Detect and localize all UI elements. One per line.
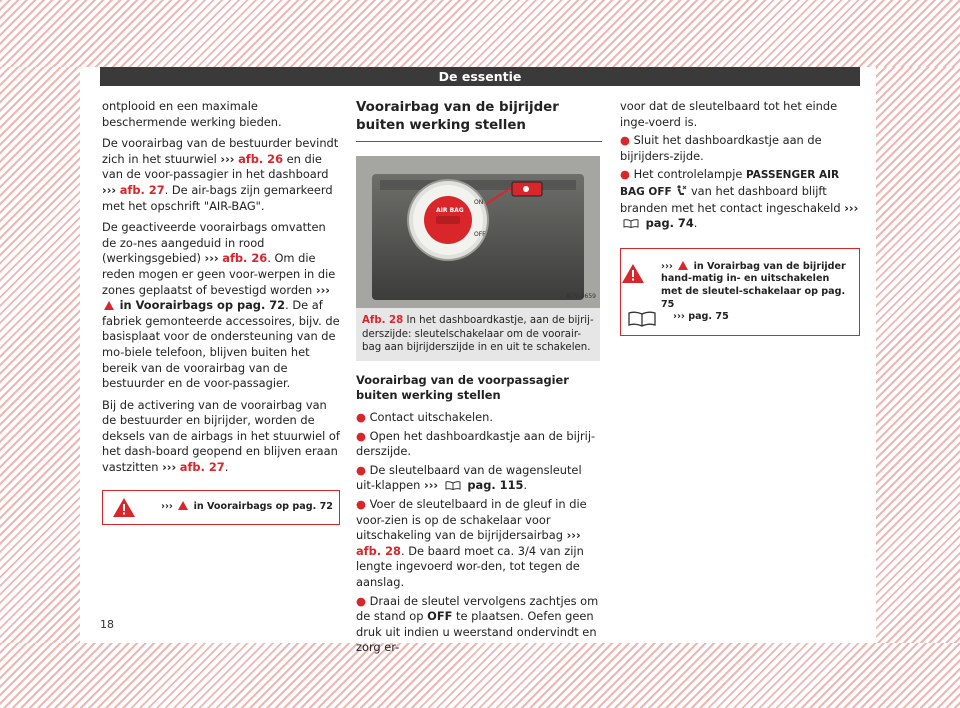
bullet-item: ● Contact uitschakelen. [356, 409, 493, 424]
bullet-item: ● Draai de sleutel vervolgens zachtjes om de stand op OFF te plaatsen. Oefen geen druk uit indien u weerstand ondervindt en zorg er- [356, 593, 599, 655]
arrow-ref: ››› [102, 182, 117, 197]
off-label: OFF [474, 231, 486, 238]
bullet-item: ● Open het dashboardkastje aan de bijrij-derszijde. [356, 428, 596, 459]
xref-link[interactable]: pag. 115 [467, 478, 524, 493]
xref-link[interactable]: in Voorairbags op pag. 72 [119, 298, 286, 313]
section-title: Voorairbag van de bijrijder buiten werking stellen [356, 99, 602, 142]
bullet-item: ● Het controlelampje PASSENGER AIR BAG OFF van het dashboard blijft branden met het contact ingeschakeld ››› pag. 74. [620, 167, 859, 231]
caption-ref: Afb. 28 [362, 315, 404, 326]
xref-link[interactable]: afb. 26 [238, 151, 284, 166]
warning-triangle-icon [112, 497, 136, 518]
warning-link[interactable]: in Voorairbags op pag. 72 [193, 500, 333, 512]
on-label: ON [474, 199, 484, 206]
passenger-airbag-off-lamp: PASSENGER AIR BAG OFF [620, 169, 840, 198]
paragraph: Bij de activering van de voorairbag van de bestuurder en bijrijder, worden de deksels van de airbags in het stuurwiel of het dash-board geopend en blijven eraan vastzitten ››› afb. 27. [102, 397, 340, 475]
xref-link[interactable]: afb. 27 [119, 182, 165, 197]
hatch-border-right [876, 67, 960, 643]
xref-link[interactable]: afb. 28 [356, 543, 401, 558]
airbag-label: AIR BAG [436, 207, 464, 214]
hatch-border-left [0, 67, 80, 643]
warning-icon [178, 501, 188, 510]
bullet-icon: ● [356, 496, 366, 511]
xref-link[interactable]: afb. 27 [179, 460, 225, 475]
warning-icon [678, 261, 688, 270]
warning-box: ››› in Vorairbag van de bijrijder hand-matig in- en uitschakelen met de sleutel-schakelaar op pag. 75 ››› pag. 75 [620, 248, 860, 336]
column-2 [356, 99, 602, 656]
arrow-ref: ››› [315, 282, 330, 297]
glovebox-illustration [356, 156, 600, 308]
off-position: OFF [427, 609, 453, 624]
paragraph: De geactiveerde voorairbags omvatten de zo-nes aangeduid in rood (werkingsgebied) ››› afb. 26. Om die reden mogen er geen voor-werpen in die zones geplaatst of bevestigd worden ››› in Voorairbags op pag. 72. De af fabriek gemonteerde accessoires, bijv. de basisplaat voor de ondersteuning van de mo-biele telefoon, blijven buiten het bereik van de voorairbag van de bestuurder en de voor-passagier. [102, 220, 340, 391]
bullet-icon: ● [356, 462, 366, 477]
arrow-ref: ››› [204, 251, 219, 266]
paragraph: ontplooid en een maximale beschermende werking bieden. [102, 99, 282, 129]
figure-code: B7V-0659 [566, 293, 596, 301]
bullet-item: ● Sluit het dashboardkastje aan de bijrijders-zijde. [620, 133, 822, 163]
bullet-icon: ● [356, 428, 366, 443]
xref-link[interactable]: afb. 26 [222, 251, 268, 266]
page-number: 18 [100, 618, 114, 631]
bullet-item: ● De sleutelbaard van de wagensleutel uit-klappen ››› pag. 115. [356, 462, 582, 493]
warning-icon [104, 301, 114, 310]
figure-caption: Afb. 28 In het dashboardkastje, aan de bijrij-derszijde: sleutelschakelaar om de voorair-bag aan bijrijderszijde in en uit te schakelen. [356, 308, 600, 361]
book-link[interactable]: pag. 75 [688, 311, 729, 323]
book-icon [623, 218, 639, 228]
warning-box: ››› in Voorairbags op pag. 72 [102, 490, 340, 525]
paragraph: De voorairbag van de bestuurder bevindt zich in het stuurwiel ››› afb. 26 en die van de voor-passagier in het dashboard ››› afb. 27. De air-bags zijn gemarkeerd met het opschrift "AIR-BAG". [102, 136, 339, 213]
book-icon [445, 480, 461, 490]
hatch-border-top [0, 0, 960, 67]
warning-link[interactable]: in Vorairbag van de bijrijder hand-matig in- en uitschakelen met de sleutel-schakelaar op pag. 75 [661, 260, 846, 310]
chapter-header: De essentie [100, 67, 860, 86]
book-icon [627, 309, 657, 327]
xref-link[interactable]: pag. 74 [645, 216, 694, 231]
column-1 [102, 99, 340, 525]
bullet-icon: ● [356, 593, 366, 608]
warning-triangle-icon [621, 263, 645, 284]
airbag-off-indicator-icon [675, 185, 687, 196]
bullet-icon: ● [620, 133, 630, 148]
sub-heading: Voorairbag van de voorpassagier buiten werking stellen [356, 372, 569, 403]
column-3 [620, 99, 860, 336]
figure-glovebox-switch [356, 156, 600, 308]
paragraph: voor dat de sleutelbaard tot het einde inge-voerd is. [620, 99, 838, 129]
bullet-icon: ● [356, 409, 366, 424]
arrow-ref: ››› [220, 151, 235, 166]
bullet-icon: ● [620, 167, 630, 182]
bullet-item: ● Voer de sleutelbaard in de gleuf in die voor-zien is op de schakelaar voor uitschakeling van de bijrijdersairbag ››› afb. 28. De baard moet ca. 3/4 van zijn lengte ingevoerd wor-den, tot tegen de aanslag. [356, 496, 587, 589]
arrow-ref: ››› [162, 460, 177, 475]
